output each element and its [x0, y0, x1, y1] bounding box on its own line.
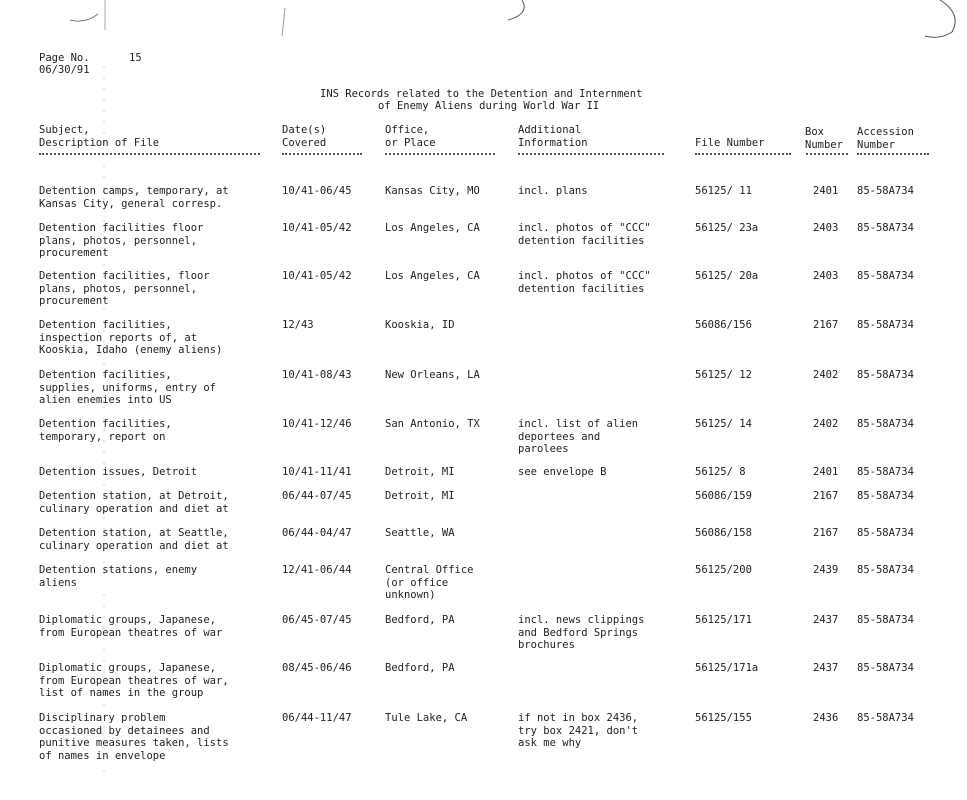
header-dates: Date(s) Covered	[282, 124, 327, 149]
document-title-line1: INS Records related to the Detention and Internment	[320, 88, 643, 100]
cell-box-number: 2401	[813, 466, 839, 478]
table-row	[0, 564, 967, 604]
cell-accession-number: 85-58A734	[857, 564, 914, 576]
cell-dates: 12/43	[282, 319, 314, 331]
table-row	[0, 614, 967, 654]
cell-office: Los Angeles, CA	[385, 222, 480, 234]
cell-dates: 06/44-04/47	[282, 527, 352, 539]
cell-box-number: 2403	[813, 222, 839, 234]
cell-office: Detroit, MI	[385, 490, 455, 502]
table-row	[0, 712, 967, 764]
cell-file-number: 56125/ 8	[695, 466, 746, 478]
header-rule-info	[518, 153, 664, 155]
cell-office: Kansas City, MO	[385, 185, 480, 197]
cell-dates: 10/41-06/45	[282, 185, 352, 197]
header-info: Additional Information	[518, 124, 588, 149]
cell-office: New Orleans, LA	[385, 369, 480, 381]
cell-accession-number: 85-58A734	[857, 466, 914, 478]
cell-accession-number: 85-58A734	[857, 319, 914, 331]
table-row	[0, 270, 967, 310]
cell-file-number: 56125/ 23a	[695, 222, 759, 234]
cell-office: Los Angeles, CA	[385, 270, 480, 282]
cell-box-number: 2167	[813, 319, 839, 331]
header-box: Box Number	[805, 126, 843, 151]
header-rule-dates	[282, 153, 362, 155]
cell-subject: Detention stations, enemy aliens	[39, 564, 198, 589]
header-office: Office, or Place	[385, 124, 436, 149]
cell-accession-number: 85-58A734	[857, 185, 914, 197]
cell-dates: 08/45-06/46	[282, 662, 352, 674]
cell-dates: 10/41-05/42	[282, 222, 352, 234]
cell-info: incl. photos of "CCC" detention facilities	[518, 270, 651, 295]
cell-box-number: 2402	[813, 418, 839, 430]
header-rule-box	[806, 153, 848, 155]
cell-subject: Diplomatic groups, Japanese, from European theatres of war	[39, 614, 223, 639]
cell-file-number: 56125/155	[695, 712, 752, 724]
cell-accession-number: 85-58A734	[857, 527, 914, 539]
cell-box-number: 2401	[813, 185, 839, 197]
cell-info: see envelope B	[518, 466, 607, 478]
cell-file-number: 56086/156	[695, 319, 752, 331]
cell-info: incl. plans	[518, 185, 588, 197]
cell-file-number: 56125/ 20a	[695, 270, 759, 282]
cell-subject: Disciplinary problem occasioned by detainees and punitive measures taken, lists of names in envelope	[39, 712, 229, 762]
page-date: 06/30/91	[39, 64, 90, 76]
cell-accession-number: 85-58A734	[857, 614, 914, 626]
cell-file-number: 56125/200	[695, 564, 752, 576]
page-number: 15	[129, 52, 142, 64]
cell-office: San Antonio, TX	[385, 418, 480, 430]
cell-subject: Detention facilities floor plans, photos, personnel, procurement	[39, 222, 204, 259]
header-subject: Subject, Description of File	[39, 124, 160, 149]
cell-subject: Detention station, at Detroit, culinary operation and diet at	[39, 490, 229, 515]
cell-file-number: 56086/159	[695, 490, 752, 502]
cell-box-number: 2437	[813, 662, 839, 674]
cell-dates: 06/44-11/47	[282, 712, 352, 724]
cell-office: Central Office (or office unknown)	[385, 564, 474, 601]
cell-dates: 06/44-07/45	[282, 490, 352, 502]
cell-subject: Detention facilities, floor plans, photos, personnel, procurement	[39, 270, 210, 307]
cell-file-number: 56125/171a	[695, 662, 759, 674]
cell-office: Bedford, PA	[385, 662, 455, 674]
table-row	[0, 319, 967, 359]
header-rule-office	[385, 153, 495, 155]
cell-dates: 10/41-11/41	[282, 466, 352, 478]
cell-info: incl. list of alien deportees and parolees	[518, 418, 639, 455]
table-row	[0, 662, 967, 702]
cell-subject: Detention facilities, temporary, report on	[39, 418, 172, 443]
cell-box-number: 2436	[813, 712, 839, 724]
cell-subject: Detention camps, temporary, at Kansas City, general corresp.	[39, 185, 229, 210]
cell-accession-number: 85-58A734	[857, 712, 914, 724]
cell-file-number: 56125/ 11	[695, 185, 752, 197]
cell-office: Kooskia, ID	[385, 319, 455, 331]
table-row	[0, 490, 967, 518]
table-row	[0, 369, 967, 409]
cell-subject: Detention facilities, inspection reports of, at Kooskia, Idaho (enemy aliens)	[39, 319, 223, 356]
header-rule-accession	[857, 153, 929, 155]
header-file: File Number	[695, 137, 765, 149]
cell-box-number: 2402	[813, 369, 839, 381]
cell-accession-number: 85-58A734	[857, 369, 914, 381]
table-row	[0, 222, 967, 262]
cell-dates: 10/41-12/46	[282, 418, 352, 430]
cell-accession-number: 85-58A734	[857, 662, 914, 674]
cell-box-number: 2439	[813, 564, 839, 576]
page-label: Page No.	[39, 52, 90, 64]
header-rule-subject	[39, 153, 260, 155]
cell-info: if not in box 2436, try box 2421, don't ask me why	[518, 712, 639, 749]
cell-info: incl. news clippings and Bedford Springs brochures	[518, 614, 645, 651]
cell-accession-number: 85-58A734	[857, 490, 914, 502]
cell-file-number: 56086/158	[695, 527, 752, 539]
cell-office: Tule Lake, CA	[385, 712, 468, 724]
cell-subject: Diplomatic groups, Japanese, from European theatres of war, list of names in the group	[39, 662, 229, 699]
cell-file-number: 56125/ 14	[695, 418, 752, 430]
cell-subject: Detention issues, Detroit	[39, 466, 198, 478]
cell-dates: 06/45-07/45	[282, 614, 352, 626]
cell-box-number: 2437	[813, 614, 839, 626]
table-row	[0, 466, 967, 482]
cell-dates: 10/41-08/43	[282, 369, 352, 381]
cell-info: incl. photos of "CCC" detention facilities	[518, 222, 651, 247]
cell-office: Seattle, WA	[385, 527, 455, 539]
cell-office: Bedford, PA	[385, 614, 455, 626]
cell-accession-number: 85-58A734	[857, 418, 914, 430]
cell-subject: Detention facilities, supplies, uniforms, entry of alien enemies into US	[39, 369, 217, 406]
cell-box-number: 2403	[813, 270, 839, 282]
cell-subject: Detention station, at Seattle, culinary operation and diet at	[39, 527, 229, 552]
cell-file-number: 56125/171	[695, 614, 752, 626]
document-title-line2: of Enemy Aliens during World War II	[378, 100, 600, 112]
cell-dates: 12/41-06/44	[282, 564, 352, 576]
cell-office: Detroit, MI	[385, 466, 455, 478]
header-accession: Accession Number	[857, 126, 914, 151]
cell-box-number: 2167	[813, 490, 839, 502]
cell-accession-number: 85-58A734	[857, 270, 914, 282]
table-row	[0, 418, 967, 458]
table-row	[0, 185, 967, 221]
cell-accession-number: 85-58A734	[857, 222, 914, 234]
cell-dates: 10/41-05/42	[282, 270, 352, 282]
cell-box-number: 2167	[813, 527, 839, 539]
header-rule-file	[695, 153, 791, 155]
table-row	[0, 527, 967, 555]
cell-file-number: 56125/ 12	[695, 369, 752, 381]
